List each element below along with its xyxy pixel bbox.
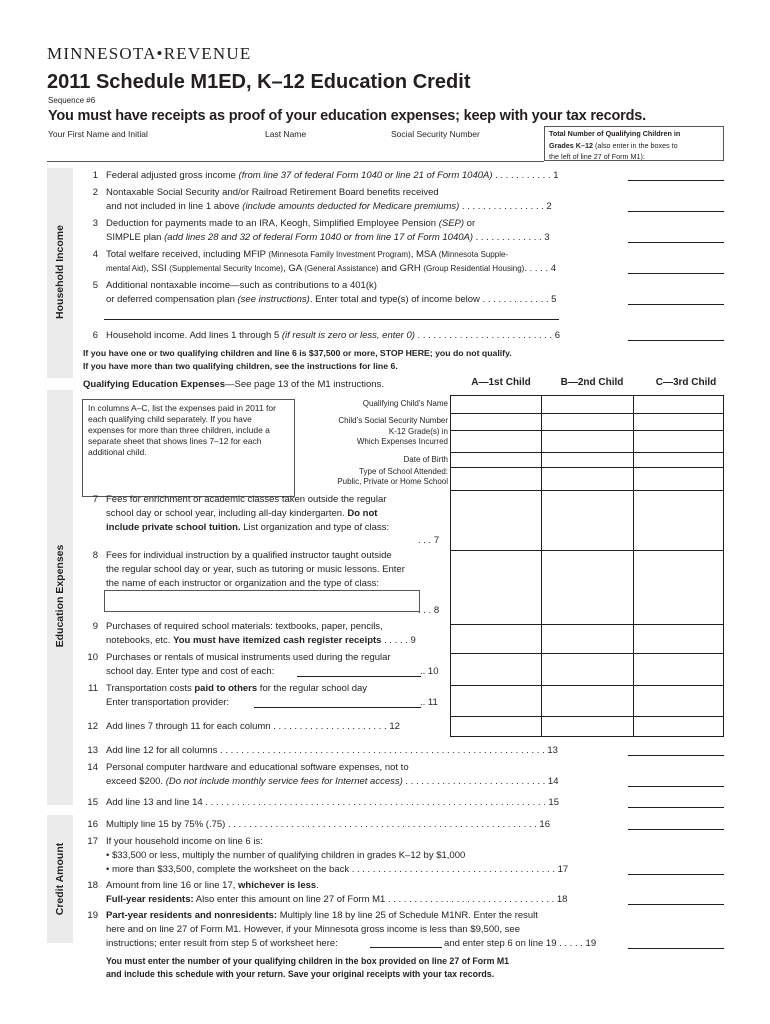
- line-13-entry[interactable]: [628, 755, 724, 756]
- footer-notice-1: You must enter the number of your qualifying children in the box provided on line 27 of Form M1: [106, 956, 510, 966]
- stop-notice-2: If you have more than two qualifying children, see the instructions for line 6.: [83, 361, 398, 371]
- column-b-header: B—2nd Child: [560, 377, 624, 388]
- grid-divider: [451, 452, 723, 453]
- school-type-label-a: Type of School Attended:: [359, 467, 448, 476]
- grid-divider: [451, 430, 723, 431]
- receipts-warning: You must have receipts as proof of your education expenses; keep with your tax records.: [48, 108, 646, 124]
- line-number: 10: [87, 652, 98, 663]
- line-16-entry[interactable]: [628, 829, 724, 830]
- line-8-instructor-box[interactable]: [104, 590, 420, 612]
- line-number: 19: [87, 910, 98, 921]
- line-14-entry[interactable]: [628, 786, 724, 787]
- line-number: 15: [87, 797, 98, 808]
- grade-label-b: Which Expenses Incurred: [356, 437, 448, 446]
- line-18-entry[interactable]: [628, 904, 724, 905]
- line-4-entry[interactable]: [628, 273, 724, 274]
- sequence-number: Sequence #6: [48, 96, 96, 105]
- line-19-text-b: here and on line 27 of Form M1. However, if your Minnesota gross income is less than $9,500, see: [106, 924, 520, 935]
- line-number: 17: [87, 836, 98, 847]
- line-17-text-c: • more than $33,500, complete the worksheet on the back . . . . . . . . . . . . . . . . . . . . . . . . . . . . . . . . . . . . . . . 17: [106, 864, 569, 875]
- line-10-text-b: school day. Enter type and cost of each:: [106, 666, 275, 677]
- last-name-label: Last Name: [265, 129, 307, 139]
- credit-amount-label: Credit Amount: [54, 842, 66, 916]
- line-15-entry[interactable]: [628, 807, 724, 808]
- dob-label: Date of Birth: [403, 455, 448, 464]
- line-13-text: Add line 12 for all columns . . . . . . . . . . . . . . . . . . . . . . . . . . . . . . . . . . . . . . . . . . . . . . . . . . . . . . . . . . . . . . 13: [106, 745, 558, 756]
- line-11-leader: .. 11: [420, 697, 438, 708]
- qualifying-expenses-heading: Qualifying Education Expenses—See page 13 of the M1 instructions.: [83, 379, 384, 390]
- line-3-text-a: Deduction for payments made to an IRA, Keogh, Simplified Employee Pension (SEP) or: [106, 218, 476, 229]
- line-number: 4: [92, 249, 98, 260]
- line-17-entry[interactable]: [628, 874, 724, 875]
- form-title: 2011 Schedule M1ED, K–12 Education Credit: [47, 71, 471, 93]
- line-15-text: Add line 13 and line 14 . . . . . . . . . . . . . . . . . . . . . . . . . . . . . . . . . . . . . . . . . . . . . . . . . . . . . . . . . . . . . . . . . 15: [106, 797, 559, 808]
- line-5-income-type-entry[interactable]: [104, 319, 559, 320]
- grade-label-a: K-12 Grade(s) in: [388, 427, 448, 436]
- line-number: 1: [92, 170, 98, 181]
- line-18-text-a: Amount from line 16 or line 17, whichever is less.: [106, 880, 319, 891]
- line-8-text-c: the name of each instructor or organization and the type of class:: [106, 578, 380, 589]
- line-8-text-b: the regular school day or year, such as tutoring or music lessons. Enter: [106, 564, 405, 575]
- line-number: 5: [92, 280, 98, 291]
- grid-divider: [451, 716, 723, 717]
- line-number: 8: [92, 550, 98, 561]
- line-9-text-b: notebooks, etc. You must have itemized cash register receipts . . . . . 9: [106, 635, 416, 646]
- child-ssn-label: Child’s Social Security Number: [338, 416, 448, 425]
- line-11-text-b: Enter transportation provider:: [106, 697, 230, 708]
- stop-notice-1: If you have one or two qualifying children and line 6 is $37,500 or more, STOP HERE; you do not qualify.: [83, 348, 512, 358]
- line-14-text-b: exceed $200. (Do not include monthly service fees for Internet access) . . . . . . . . . . . . . . . . . . . . . . . . . . . 14: [106, 776, 559, 787]
- line-10-text-a: Purchases or rentals of musical instruments used during the regular: [106, 652, 391, 663]
- grid-divider: [451, 685, 723, 686]
- line-1-text: Federal adjusted gross income (from line 37 of federal Form 1040 or line 21 of Form 1040A) . . . . . . . . . . . 1: [106, 170, 559, 181]
- line-number: 9: [92, 621, 98, 632]
- line-6-entry[interactable]: [628, 340, 724, 341]
- line-9-text-a: Purchases of required school materials: textbooks, paper, pencils,: [106, 621, 383, 632]
- line-number: 14: [87, 762, 98, 773]
- line-4-text-a: Total welfare received, including MFIP (Minnesota Family Investment Program), MSA (Minnesota Supple-: [106, 249, 509, 260]
- line-number: 13: [87, 745, 98, 756]
- line-1-entry[interactable]: [628, 180, 724, 181]
- grid-divider: [451, 550, 723, 551]
- line-19-text-a: Part-year residents and nonresidents: Multiply line 18 by line 25 of Schedule M1NR. Enter the result: [106, 910, 538, 921]
- line-10-type-entry[interactable]: [297, 676, 421, 677]
- line-17-text-a: If your household income on line 6 is:: [106, 836, 263, 847]
- line-2-text-b: and not included in line 1 above (include amounts deducted for Medicare premiums) . . . . . . . . . . . . . . . . 2: [106, 201, 552, 212]
- line-7-leader: . . . 7: [418, 535, 440, 546]
- line-number: 3: [92, 218, 98, 229]
- grid-divider: [451, 490, 723, 491]
- grid-divider: [451, 413, 723, 414]
- name-divider: [47, 161, 544, 162]
- line-5-text-b: or deferred compensation plan (see instructions). Enter total and type(s) of income below . . . . . . . . . . . . . 5: [106, 294, 557, 305]
- line-6-text: Household income. Add lines 1 through 5 (if result is zero or less, enter 0) . . . . . . . . . . . . . . . . . . . . . . . . . . 6: [106, 330, 561, 341]
- grid-divider: [451, 653, 723, 654]
- line-18-text-b: Full-year residents: Also enter this amount on line 27 of Form M1 . . . . . . . . . . . . . . . . . . . . . . . . . . . . . . . . 18: [106, 894, 568, 905]
- minnesota-revenue-logo: MINNESOTA•REVENUE: [47, 44, 252, 63]
- line-7-text-b: school day or school year, including all-day kindergarten. Do not: [106, 508, 378, 519]
- line-number: 6: [92, 330, 98, 341]
- line-19-text-c: instructions; enter result from step 5 of worksheet here:: [106, 938, 338, 949]
- line-4-text-b: mental Aid), SSI (Supplemental Security Income), GA (General Assistance) and GRH (Group Residential Housing). . . . . 4: [106, 263, 556, 274]
- household-income-label: Household Income: [54, 225, 66, 319]
- education-expenses-label: Education Expenses: [54, 544, 66, 648]
- line-8-text-a: Fees for individual instruction by a qualified instructor taught outside: [106, 550, 392, 561]
- grid-divider: [451, 624, 723, 625]
- line-3-entry[interactable]: [628, 242, 724, 243]
- line-number: 7: [92, 494, 98, 505]
- line-7-text-c: include private school tuition. List organization and type of class:: [106, 522, 390, 533]
- line-14-text-a: Personal computer hardware and educational software expenses, not to: [106, 762, 409, 773]
- line-11-provider-entry[interactable]: [254, 707, 421, 708]
- line-number: 18: [87, 880, 98, 891]
- line-2-entry[interactable]: [628, 211, 724, 212]
- first-name-label: Your First Name and Initial: [48, 129, 148, 139]
- line-19-step5-entry[interactable]: [370, 947, 442, 948]
- grid-divider: [451, 467, 723, 468]
- line-5-entry[interactable]: [628, 304, 724, 305]
- line-11-text-a: Transportation costs paid to others for the regular school day: [106, 683, 368, 694]
- line-12-text: Add lines 7 through 11 for each column . . . . . . . . . . . . . . . . . . . . . . 12: [106, 721, 400, 732]
- child-name-label: Qualifying Child’s Name: [362, 399, 448, 408]
- line-2-text-a: Nontaxable Social Security and/or Railroad Retirement Board benefits received: [106, 187, 439, 198]
- footer-notice-2: and include this schedule with your return. Save your original receipts with your tax records.: [106, 969, 495, 979]
- column-instructions-box: In columns A–C, list the expenses paid in 2011 for each qualifying child separately. If you have expenses for more than three children, include a separate sheet that shows lines 7–12 for each additional child.: [82, 399, 295, 497]
- line-17-text-b: • $33,500 or less, multiply the number of qualifying children in grades K–12 by $1,000: [106, 850, 466, 861]
- line-19-text-d: and enter step 6 on line 19 . . . . . 19: [444, 938, 597, 949]
- ssn-label: Social Security Number: [391, 129, 480, 139]
- school-type-label-b: Public, Private or Home School: [337, 477, 448, 486]
- line-8-leader: . . . 8: [418, 605, 440, 616]
- line-number: 12: [87, 721, 98, 732]
- expenses-grid[interactable]: [450, 395, 724, 737]
- line-5-text-a: Additional nontaxable income—such as contributions to a 401(k): [106, 280, 377, 291]
- line-10-leader: .. 10: [420, 666, 439, 677]
- k12-count-label: Total Number of Qualifying Children in Grades K–12 (also enter in the boxes to the left of line 27 of Form M1):: [549, 129, 681, 161]
- line-16-text: Multiply line 15 by 75% (.75) . . . . . . . . . . . . . . . . . . . . . . . . . . . . . . . . . . . . . . . . . . . . . . . . . . . . . . . . . . . 16: [106, 819, 550, 830]
- line-3-text-b: SIMPLE plan (add lines 28 and 32 of federal Form 1040 or from line 17 of Form 1040A) . . . . . . . . . . . . . 3: [106, 232, 550, 243]
- line-19-entry[interactable]: [628, 948, 724, 949]
- line-7-text-a: Fees for enrichment or academic classes taken outside the regular: [106, 494, 387, 505]
- column-a-header: A—1st Child: [471, 377, 531, 388]
- line-number: 2: [92, 187, 98, 198]
- column-c-header: C—3rd Child: [655, 377, 717, 388]
- line-number: 16: [87, 819, 98, 830]
- line-number: 11: [88, 683, 98, 694]
